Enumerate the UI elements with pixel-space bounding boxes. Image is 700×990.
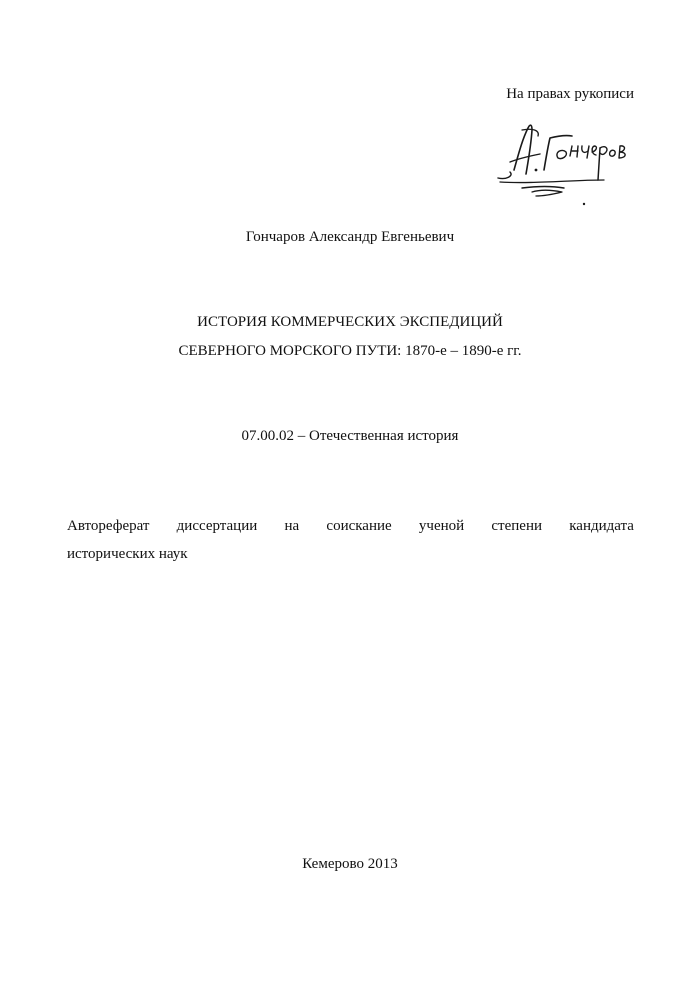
dissertation-title-line-1: ИСТОРИЯ КОММЕРЧЕСКИХ ЭКСПЕДИЦИЙ bbox=[197, 314, 503, 330]
abstract-word: Автореферат bbox=[67, 518, 150, 534]
abstract-word: степени bbox=[491, 518, 543, 534]
handwritten-signature bbox=[492, 118, 642, 210]
abstract-word: ученой bbox=[418, 518, 465, 534]
abstract-word: кандидата bbox=[569, 518, 634, 534]
abstract-line-2: исторических наук bbox=[67, 546, 188, 562]
specialty-code: 07.00.02 – Отечественная история bbox=[241, 428, 459, 444]
abstract-word: на bbox=[284, 518, 300, 534]
rights-note: На правах рукописи bbox=[506, 86, 634, 102]
author-name: Гончаров Александр Евгеньевич bbox=[245, 229, 455, 245]
abstract-word: соискание bbox=[326, 518, 392, 534]
city-and-year: Кемерово 2013 bbox=[302, 856, 398, 872]
abstract-description bbox=[67, 512, 634, 568]
abstract-word: диссертации bbox=[176, 518, 258, 534]
dissertation-title-line-2: СЕВЕРНОГО МОРСКОГО ПУТИ: 1870-е – 1890-е гг. bbox=[178, 343, 522, 359]
abstract-line-1 bbox=[67, 512, 634, 540]
